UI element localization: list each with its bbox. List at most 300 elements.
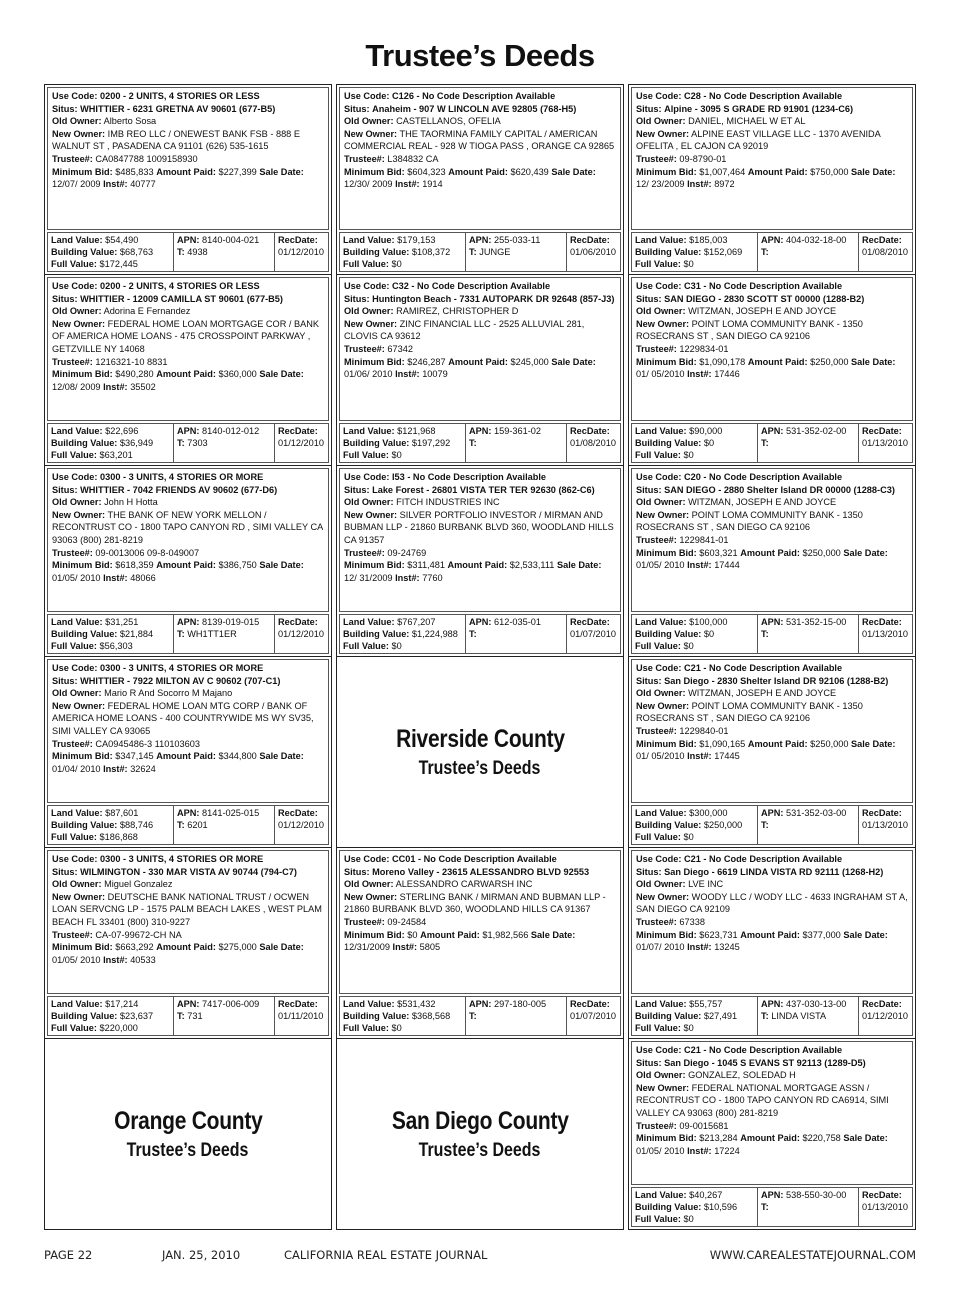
field-label: APN: <box>177 235 200 245</box>
deed-details <box>47 850 329 994</box>
field-land-value <box>635 807 754 819</box>
field-value-min-bid: $604,323 <box>407 166 446 177</box>
field-building-value <box>343 246 462 258</box>
field-old-owner <box>636 687 908 700</box>
field-label: Sale Date: <box>259 369 304 380</box>
apn-cell <box>758 233 859 271</box>
field-full-value <box>51 1022 170 1034</box>
field-label: Land Value: <box>635 235 687 245</box>
field-label: Minimum Bid: <box>52 166 113 177</box>
field-label: Land Value: <box>343 235 395 245</box>
field-value: DANIEL, MICHAEL W ET AL <box>688 116 806 127</box>
field-value: IMB REO LLC / ONEWEST BANK FSB - 888 E WALNUT ST , PASADENA CA 91101 (626) 535-1615 <box>52 128 300 152</box>
field-label: Trustee#: <box>52 738 93 749</box>
field-label: Trustee#: <box>636 343 677 354</box>
field-use-code <box>344 853 616 866</box>
field-label: RecDate: <box>862 1190 902 1200</box>
field-label: Minimum Bid: <box>636 356 697 367</box>
field-value: $0 <box>683 832 694 843</box>
bid-line <box>636 547 908 572</box>
field-new-owner <box>344 318 616 343</box>
field-value-inst: 13245 <box>714 942 740 953</box>
field-label: Situs: <box>636 103 662 114</box>
field-label: Minimum Bid: <box>344 166 405 177</box>
field-label: T: <box>469 1011 477 1022</box>
field-label: New Owner: <box>636 1082 690 1093</box>
field-value: $10,596 <box>703 1202 738 1213</box>
field-label: New Owner: <box>52 318 106 329</box>
field-value: $0 <box>683 1023 694 1034</box>
field-value: 09-8790-01 <box>679 153 727 164</box>
field-full-value <box>51 640 170 652</box>
field-label: Use Code: <box>636 472 682 482</box>
field-new-owner <box>636 128 908 153</box>
field-value: $68,763 <box>119 247 154 258</box>
rec-date-cell <box>859 997 912 1035</box>
field-value-inst: 40777 <box>130 179 156 190</box>
field-land-value <box>51 425 170 437</box>
field-new-owner <box>636 891 908 916</box>
field-label: RecDate: <box>862 426 902 436</box>
field-value: FEDERAL HOME LOAN MTG CORP / BANK OF AMERICA HOME LOANS - 400 COUNTRYWIDE MS WY SV35, SIMI VALLEY CA 93065 <box>52 700 314 736</box>
field-value: WHITTIER - 7042 FRIENDS AV 90602 (677-D6) <box>80 484 278 495</box>
field-value: 1229840-01 <box>679 725 729 736</box>
field-value: $90,000 <box>689 426 723 436</box>
field-label: Old Owner: <box>52 879 102 890</box>
field-situs <box>52 866 324 879</box>
field-land-value <box>51 807 170 819</box>
bid-line <box>344 166 616 191</box>
field-building-value <box>343 1010 462 1022</box>
field-old-owner <box>52 115 324 128</box>
field-value: 0300 - 3 UNITS, 4 STORIES OR MORE <box>100 663 264 673</box>
footer-journal-name: CALIFORNIA REAL ESTATE JOURNAL <box>284 1248 488 1262</box>
field-situs <box>52 484 324 497</box>
field-label: Use Code: <box>636 281 682 291</box>
field-value: $368,568 <box>411 1011 451 1022</box>
field-value: CC01 - No Code Description Available <box>392 854 557 864</box>
deed-record <box>628 1039 916 1230</box>
county-subtitle: Trustee’s Deeds <box>127 1139 249 1161</box>
field-value: 09-24769 <box>387 547 427 558</box>
field-value: $531,432 <box>397 999 436 1009</box>
field-use-code <box>636 662 908 675</box>
field-use-code <box>52 90 324 103</box>
rec-date-value: 01/13/2010 <box>862 438 908 449</box>
rec-date-value: 01/06/2010 <box>570 247 616 258</box>
field-t <box>177 819 271 831</box>
field-full-value <box>635 258 754 270</box>
field-value: 612-035-01 <box>494 617 542 627</box>
field-label: APN: <box>177 999 200 1009</box>
deed-values <box>339 423 621 463</box>
deed-record <box>336 848 624 1039</box>
field-label: APN: <box>761 426 784 436</box>
field-label: T: <box>177 1011 185 1022</box>
field-trustee <box>636 1120 908 1133</box>
field-situs <box>52 103 324 116</box>
county-section-header <box>44 1039 332 1230</box>
field-value: LVE INC <box>688 879 724 890</box>
field-use-code <box>636 471 908 484</box>
field-label: Situs: <box>636 293 662 304</box>
apn-cell <box>466 233 567 271</box>
field-land-value <box>343 425 462 437</box>
field-old-owner <box>52 687 324 700</box>
column-left <box>44 84 332 1230</box>
field-label: Building Value: <box>51 438 118 449</box>
field-value: 8140-004-021 <box>202 235 260 245</box>
field-label: Trustee#: <box>636 1120 677 1131</box>
field-full-value <box>343 258 462 270</box>
field-value: $186,868 <box>99 832 138 843</box>
field-situs <box>344 103 616 116</box>
field-new-owner <box>52 128 324 153</box>
field-label: T: <box>761 438 769 449</box>
property-values <box>340 233 466 271</box>
field-old-owner <box>344 878 616 891</box>
field-label: T: <box>761 247 769 258</box>
field-building-value <box>635 246 754 258</box>
field-value-min-bid: $347,145 <box>115 751 154 762</box>
property-values <box>340 615 466 653</box>
field-label: APN: <box>761 808 784 818</box>
deed-values <box>339 996 621 1036</box>
field-label: Minimum Bid: <box>52 560 113 571</box>
field-label: APN: <box>761 617 784 627</box>
field-label: Building Value: <box>635 1011 702 1022</box>
field-value: $152,069 <box>703 247 743 258</box>
field-label: Situs: <box>52 293 78 304</box>
field-value-min-bid: $246,287 <box>407 356 446 367</box>
deed-details <box>339 87 621 230</box>
field-value-sale-date: 12/ 23/2009 <box>636 179 685 190</box>
field-t <box>469 437 563 449</box>
deed-details <box>631 87 913 230</box>
field-full-value <box>343 640 462 652</box>
field-value: $0 <box>391 1023 402 1034</box>
field-value: 0300 - 3 UNITS, 4 STORIES OR MORE <box>100 472 264 482</box>
field-value-sale-date: 01/05/ 2010 <box>52 572 101 583</box>
field-label: Old Owner: <box>636 306 686 317</box>
field-label: Trustee#: <box>636 153 677 164</box>
field-value-inst: 10079 <box>422 369 448 380</box>
footer-page-number: PAGE 22 <box>44 1248 93 1262</box>
field-label: Amount Paid: <box>420 929 480 940</box>
field-label: Trustee#: <box>344 153 385 164</box>
field-value: WOODY LLC / WODY LLC - 4633 INGRAHAM ST A, SAN DIEGO CA 92109 <box>636 891 908 915</box>
field-label: Amount Paid: <box>156 369 216 380</box>
bid-line <box>636 929 908 954</box>
field-label: New Owner: <box>344 318 398 329</box>
field-label: Sale Date: <box>851 166 896 177</box>
field-use-code <box>52 471 324 484</box>
field-label: Sale Date: <box>843 1133 888 1144</box>
apn-cell <box>174 997 275 1035</box>
rec-date-cell <box>567 997 620 1035</box>
field-value: C20 - No Code Description Available <box>684 472 843 482</box>
field-old-owner <box>636 115 908 128</box>
property-values <box>632 615 758 653</box>
field-value-amount-paid: $2,533,111 <box>509 560 555 571</box>
field-value-inst: 35502 <box>130 381 156 392</box>
field-value: 7417-006-009 <box>202 999 260 1009</box>
field-value-inst: 17444 <box>714 560 740 571</box>
field-situs <box>636 1057 908 1070</box>
column-right <box>628 84 916 1230</box>
field-value: $0 <box>391 450 402 461</box>
bid-line <box>636 1132 908 1157</box>
field-full-value <box>343 449 462 461</box>
field-label: Amount Paid: <box>156 751 216 762</box>
field-apn <box>761 998 855 1010</box>
field-t <box>761 437 855 449</box>
field-value-inst: 17446 <box>714 369 740 380</box>
field-building-value <box>635 628 754 640</box>
property-values <box>340 424 466 462</box>
field-value: $0 <box>703 629 715 640</box>
field-label: New Owner: <box>636 128 690 139</box>
field-use-code <box>636 90 908 103</box>
field-label: Full Value: <box>51 641 97 652</box>
field-label: RecDate: <box>278 808 318 818</box>
field-situs <box>52 675 324 688</box>
deed-values <box>631 996 913 1036</box>
field-t <box>469 1010 563 1022</box>
field-value-min-bid: $311,481 <box>407 560 445 571</box>
rec-date-value: 01/13/2010 <box>862 629 908 640</box>
field-label: New Owner: <box>636 318 690 329</box>
field-label: RecDate: <box>862 235 902 245</box>
field-old-owner <box>52 305 324 318</box>
field-label: Old Owner: <box>636 879 686 890</box>
field-value: 0200 - 2 UNITS, 4 STORIES OR LESS <box>100 281 260 291</box>
field-label: Inst#: <box>687 751 712 762</box>
field-value: GONZALEZ, SOLEDAD H <box>688 1070 796 1081</box>
field-label: RecDate: <box>278 235 318 245</box>
field-value: $31,251 <box>105 617 139 627</box>
field-label: Situs: <box>344 484 370 495</box>
field-value: $108,372 <box>411 247 451 258</box>
field-value: Alberto Sosa <box>103 116 157 127</box>
field-label: Situs: <box>636 675 662 686</box>
deed-record <box>336 84 624 275</box>
field-full-value <box>635 1213 754 1225</box>
field-new-owner <box>52 318 324 356</box>
field-label: APN: <box>469 235 492 245</box>
field-value: WITZMAN, JOSEPH E AND JOYCE <box>688 688 837 699</box>
field-apn <box>177 998 271 1010</box>
field-value: $27,491 <box>703 1011 738 1022</box>
field-label: T: <box>469 629 477 640</box>
field-label: Full Value: <box>635 450 681 461</box>
field-label: Situs: <box>52 103 78 114</box>
field-label: Old Owner: <box>52 497 102 508</box>
deed-record <box>44 657 332 848</box>
county-name: Riverside County <box>395 724 565 753</box>
deed-record <box>628 84 916 275</box>
field-trustee <box>52 738 324 751</box>
field-new-owner <box>636 509 908 534</box>
field-label: APN: <box>761 235 784 245</box>
field-value-inst: 48066 <box>130 572 156 583</box>
field-value-sale-date: 01/07/ 2010 <box>636 942 685 953</box>
field-value: Miguel Gonzalez <box>104 879 173 890</box>
field-label: Land Value: <box>343 999 395 1009</box>
field-value: 437-030-13-00 <box>786 999 847 1009</box>
field-value: Moreno Valley - 23615 ALESSANDRO BLVD 92553 <box>372 866 590 877</box>
field-use-code <box>52 853 324 866</box>
field-trustee <box>636 916 908 929</box>
field-label: RecDate: <box>570 426 610 436</box>
field-label: Building Value: <box>343 629 410 640</box>
field-land-value <box>635 425 754 437</box>
field-land-value <box>51 234 170 246</box>
field-situs <box>344 484 616 497</box>
field-label: T: <box>761 1202 769 1213</box>
field-value-min-bid: $603,321 <box>699 547 738 558</box>
rec-date-value: 01/07/2010 <box>570 1011 616 1022</box>
field-label: RecDate: <box>862 808 902 818</box>
field-old-owner <box>636 1069 908 1082</box>
field-value: $87,601 <box>105 808 139 818</box>
field-label: APN: <box>177 617 200 627</box>
field-value: RAMIREZ, CHRISTOPHER D <box>396 306 519 317</box>
field-apn <box>177 234 271 246</box>
deed-record <box>44 848 332 1039</box>
field-value: WITZMAN, JOSEPH E AND JOYCE <box>688 497 837 508</box>
field-label: RecDate: <box>278 426 318 436</box>
field-value-sale-date: 01/ 05/2010 <box>636 751 685 762</box>
field-value: 0200 - 2 UNITS, 4 STORIES OR LESS <box>100 91 260 101</box>
field-value: C28 - No Code Description Available <box>684 91 843 101</box>
bid-line <box>344 356 616 381</box>
field-t <box>177 1010 271 1022</box>
field-value-amount-paid: $360,000 <box>218 369 257 380</box>
field-label: T: <box>177 629 185 640</box>
field-label: Inst#: <box>687 942 712 953</box>
deed-details <box>631 277 913 421</box>
field-value: Adorina E Fernandez <box>103 306 191 317</box>
field-label: New Owner: <box>344 509 398 520</box>
field-label: Minimum Bid: <box>636 547 697 558</box>
field-use-code <box>636 1044 908 1057</box>
field-label: T: <box>761 629 769 640</box>
field-trustee <box>52 929 324 942</box>
deed-record <box>44 466 332 657</box>
field-label: APN: <box>761 999 784 1009</box>
field-value-sale-date: 12/08/ 2009 <box>52 381 101 392</box>
deed-details <box>339 468 621 612</box>
property-values <box>632 233 758 271</box>
field-label: Old Owner: <box>52 306 102 317</box>
field-label: APN: <box>177 808 200 818</box>
field-value-sale-date: 12/ 31/2009 <box>344 572 393 583</box>
field-situs <box>636 866 908 879</box>
deed-details <box>47 277 329 421</box>
field-label: Minimum Bid: <box>344 356 405 367</box>
field-value: $185,003 <box>689 235 728 245</box>
property-values <box>48 424 174 462</box>
field-land-value <box>51 998 170 1010</box>
field-value: Lake Forest - 26801 VISTA TER TER 92630 (862-C6) <box>372 484 595 495</box>
apn-cell <box>174 233 275 271</box>
deed-values <box>47 232 329 272</box>
field-value-amount-paid: $386,750 <box>218 560 257 571</box>
field-value: POINT LOMA COMMUNITY BANK - 1350 ROSECRANS ST , SAN DIEGO CA 92106 <box>636 700 863 724</box>
field-value-min-bid: $618,359 <box>115 560 154 571</box>
field-situs <box>636 484 908 497</box>
field-label: Building Value: <box>635 438 702 449</box>
apn-cell <box>758 615 859 653</box>
field-value: John H Hotta <box>104 497 158 508</box>
field-trustee <box>344 916 616 929</box>
field-value-min-bid: $1,007,464 <box>699 166 746 177</box>
field-situs <box>344 866 616 879</box>
property-values <box>632 424 758 462</box>
field-label: Sale Date: <box>551 166 596 177</box>
field-label: Trustee#: <box>636 725 677 736</box>
field-value-min-bid: $663,292 <box>115 942 154 953</box>
field-value: $36,949 <box>119 438 154 449</box>
deed-values <box>631 232 913 272</box>
rec-date-cell <box>275 615 328 653</box>
field-building-value <box>635 437 754 449</box>
field-value: 8140-012-012 <box>202 426 260 436</box>
field-building-value <box>343 628 462 640</box>
rec-date-cell <box>275 997 328 1035</box>
field-value: Huntington Beach - 7331 AUTOPARK DR 92648 (857-J3) <box>372 293 615 304</box>
field-value: THE BANK OF NEW YORK MELLON / RECONTRUST CO - 1800 TAPO CANYON RD , SIMI VALLEY CA 93063 (800) 281-8219 <box>52 509 323 545</box>
field-value: 1229834-01 <box>679 343 729 354</box>
field-label: Inst#: <box>103 381 128 392</box>
deed-values <box>47 996 329 1036</box>
field-label: Trustee#: <box>636 534 677 545</box>
field-label: Full Value: <box>343 1023 389 1034</box>
rec-date-cell <box>567 424 620 462</box>
field-label: Amount Paid: <box>740 929 800 940</box>
field-value-sale-date: 01/04/ 2010 <box>52 763 101 774</box>
field-value-sale-date: 01/05/ 2010 <box>636 560 685 571</box>
field-label: Minimum Bid: <box>344 560 405 571</box>
field-label: Situs: <box>636 1057 662 1068</box>
field-label: APN: <box>177 426 200 436</box>
field-value-inst: 7760 <box>422 572 443 583</box>
field-use-code <box>52 280 324 293</box>
field-label: Sale Date: <box>851 356 896 367</box>
field-apn <box>177 616 271 628</box>
field-value: 8141-025-015 <box>202 808 260 818</box>
field-label: Full Value: <box>635 259 681 270</box>
field-full-value <box>635 449 754 461</box>
field-label: Inst#: <box>103 954 128 965</box>
deed-record <box>628 466 916 657</box>
field-value-min-bid: $213,284 <box>699 1133 738 1144</box>
field-label: New Owner: <box>636 891 690 902</box>
field-value: 4938 <box>187 247 208 258</box>
field-value-amount-paid: $750,000 <box>810 166 849 177</box>
field-label: Sale Date: <box>259 942 304 953</box>
field-label: Building Value: <box>635 247 702 258</box>
deed-record <box>628 848 916 1039</box>
deed-values <box>631 423 913 463</box>
field-value-min-bid: $490,280 <box>115 369 154 380</box>
field-t <box>177 246 271 258</box>
field-label: Use Code: <box>636 663 682 673</box>
field-apn <box>761 425 855 437</box>
field-land-value <box>635 998 754 1010</box>
deed-details <box>339 850 621 994</box>
